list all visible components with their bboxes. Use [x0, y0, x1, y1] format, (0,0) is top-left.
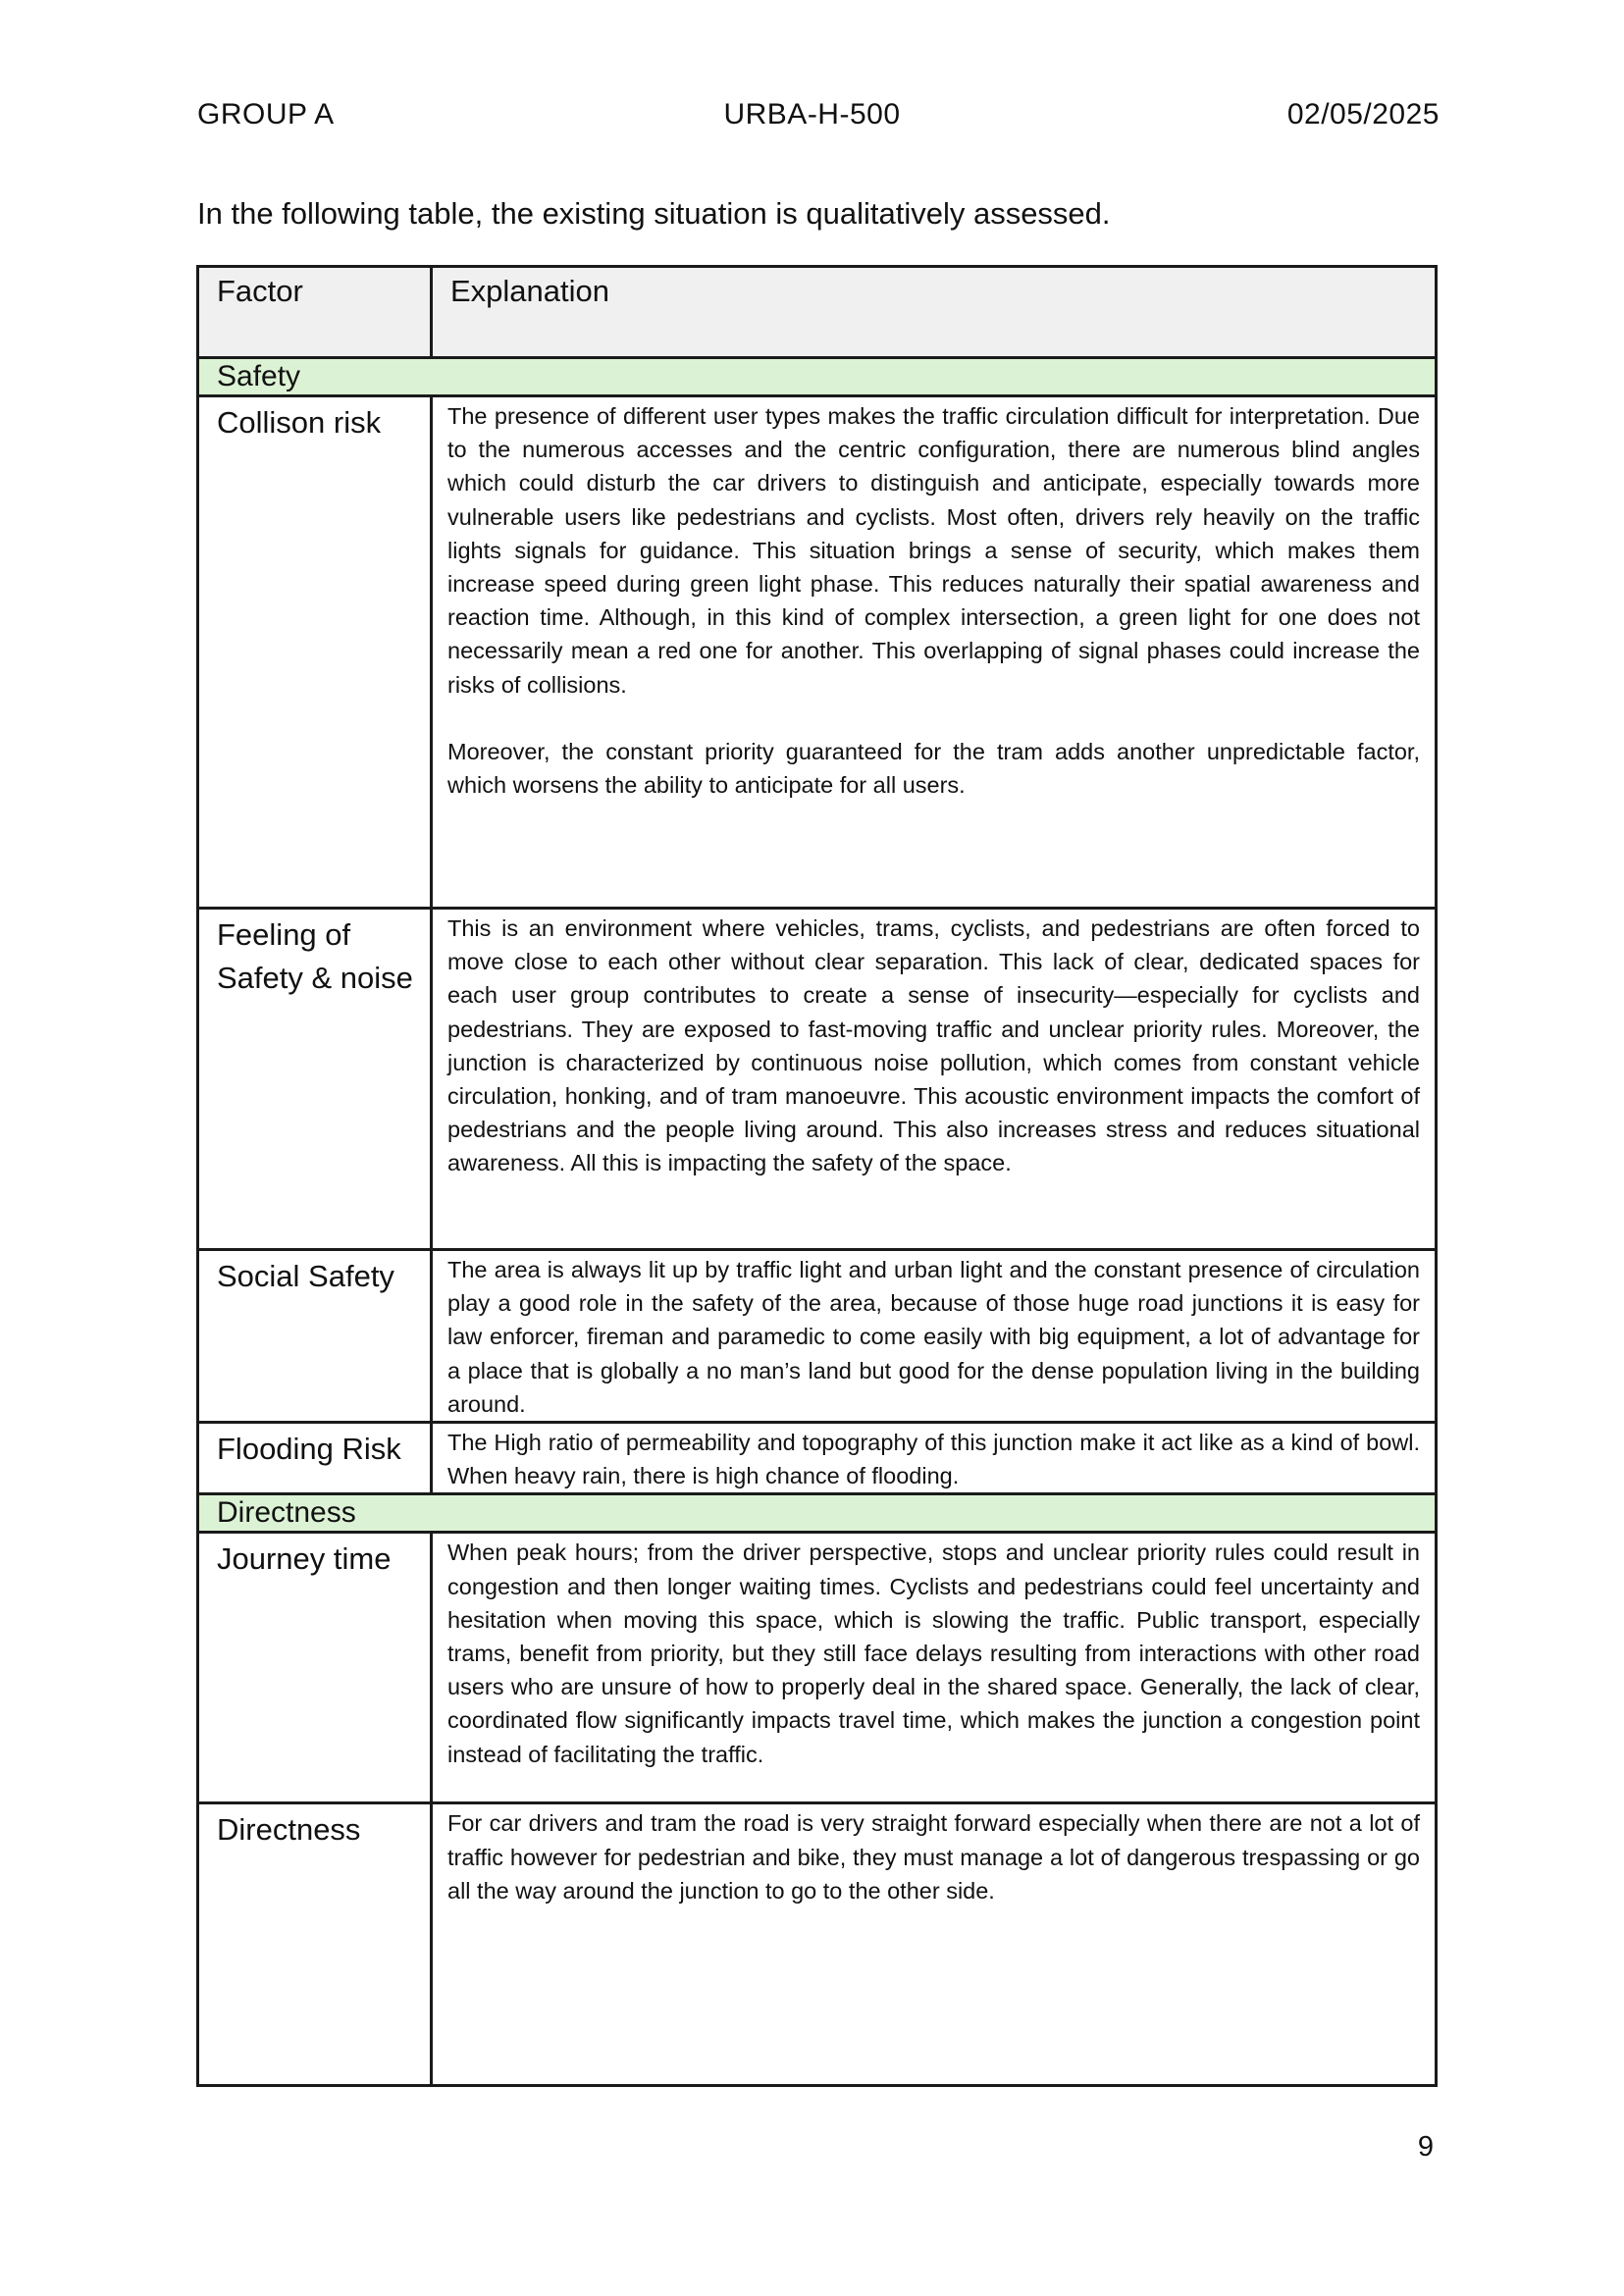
explanation-social-safety: The area is always lit up by traffic light and urban light and the constant presence of circulation play a good role in the safety of the area, because of those huge road junctions it is easy for law enforcer, fireman and paramedic to come easily with big equipment, a lot of advantage for a place that is globally a no man’s land but good for the dense population living in the building around.	[432, 1250, 1437, 1423]
section-row-directness	[198, 1494, 1437, 1533]
table-row-flooding-risk	[198, 1423, 1437, 1494]
table-row-social-safety	[198, 1250, 1437, 1423]
explanation-flooding-risk: The High ratio of permeability and topography of this junction make it act like as a kind of bowl. When heavy rain, there is high chance of flooding.	[432, 1423, 1437, 1494]
explanation-directness: For car drivers and tram the road is very straight forward especially when there are not a lot of traffic however for pedestrian and bike, they must manage a lot of dangerous trespassing or go all the way around the junction to go to the other side.	[432, 1803, 1437, 2086]
column-header-factor: Factor	[198, 267, 432, 358]
assessment-table	[196, 265, 1438, 2087]
factor-social-safety: Social Safety	[198, 1250, 432, 1423]
explanation-journey-time: When peak hours; from the driver perspective, stops and unclear priority rules could result in congestion and then longer waiting times. Cyclists and pedestrians could feel uncertainty and hesitation when moving this space, which is slowing the traffic. Public transport, especially trams, benefit from priority, but they still face delays resulting from interactions with other road users who are unsure of how to properly deal in the shared space. Generally, the lack of clear, coordinated flow significantly impacts travel time, which makes the junction a congestion point instead of facilitating the traffic.	[432, 1533, 1437, 1803]
section-label-safety: Safety	[198, 358, 1437, 396]
explanation-collision-paragraph-1: The presence of different user types makes the traffic circulation difficult for interpretation. Due to the numerous accesses and the centric configuration, there are numerous blind angles which could disturb the car drivers to distinguish and anticipate, especially towards more vulnerable users like pedestrians and cyclists. Most often, drivers rely heavily on the traffic lights signals for guidance. This situation brings a sense of security, which makes them increase speed during green light phase. This reduces naturally their spatial awareness and reaction time. Although, in this kind of complex intersection, a green light for one does not necessarily mean a red one for another. This overlapping of signal phases could increase the risks of collisions.	[447, 403, 1420, 698]
section-row-safety	[198, 358, 1437, 396]
table-row-journey-time	[198, 1533, 1437, 1803]
intro-paragraph: In the following table, the existing situation is qualitatively assessed.	[197, 196, 1111, 231]
table-header-row	[198, 267, 1437, 358]
header-group: GROUP A	[197, 98, 335, 130]
factor-directness: Directness	[198, 1803, 432, 2086]
table-row-feeling-of-safety	[198, 909, 1437, 1250]
page-number: 9	[1417, 2131, 1434, 2163]
factor-feeling-of-safety: Feeling of Safety & noise	[198, 909, 432, 1250]
explanation-collision-risk	[432, 396, 1437, 909]
table-row-directness	[198, 1803, 1437, 2086]
factor-collision-risk: Collison risk	[198, 396, 432, 909]
header-date: 02/05/2025	[1286, 98, 1440, 130]
header-course-code: URBA-H-500	[723, 98, 901, 130]
factor-flooding-risk: Flooding Risk	[198, 1423, 432, 1494]
table-row-collision-risk	[198, 396, 1437, 909]
explanation-collision-paragraph-2: Moreover, the constant priority guaranteed for the tram adds another unpredictable factor, which worsens the ability to anticipate for all users.	[447, 738, 1420, 799]
section-label-directness: Directness	[198, 1494, 1437, 1533]
factor-journey-time: Journey time	[198, 1533, 432, 1803]
column-header-explanation: Explanation	[432, 267, 1437, 358]
explanation-feeling-of-safety: This is an environment where vehicles, trams, cyclists, and pedestrians are often forced to move close to each other without clear separation. This lack of clear, dedicated spaces for each user group contributes to create a sense of insecurity—especially for cyclists and pedestrians. They are exposed to fast-moving traffic and unclear priority rules. Moreover, the junction is characterized by continuous noise pollution, which comes from constant vehicle circulation, honking, and of tram manoeuvre. This acoustic environment impacts the comfort of pedestrians and the people living around. This also increases stress and reduces situational awareness. All this is impacting the safety of the space.	[432, 909, 1437, 1250]
